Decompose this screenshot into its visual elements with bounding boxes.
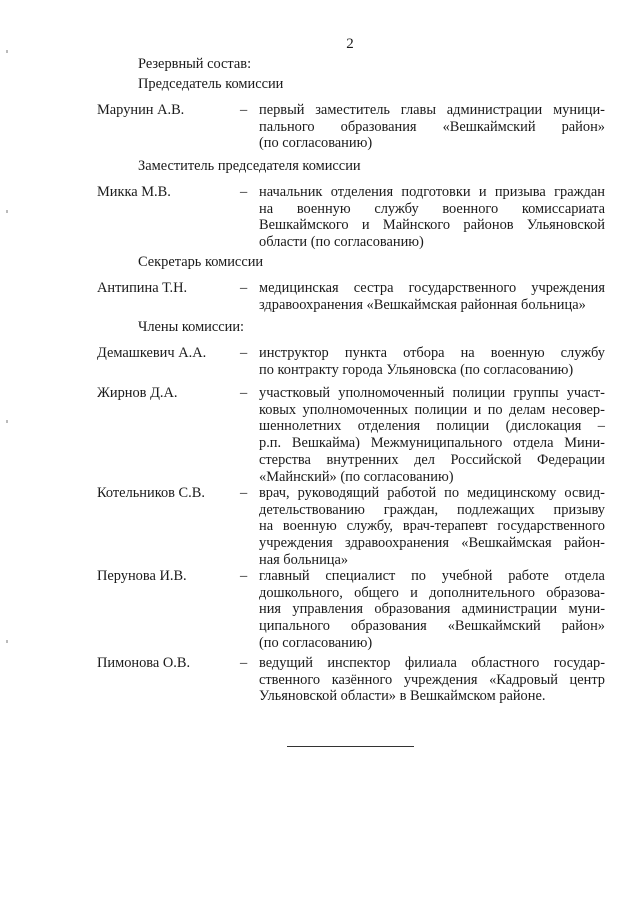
role-word: – xyxy=(597,418,605,435)
member-role xyxy=(259,485,605,569)
dash-separator: – xyxy=(240,485,248,501)
member-name: Демашкевич А.А. xyxy=(97,345,207,361)
dash-separator: – xyxy=(240,568,248,584)
role-word: граждан, xyxy=(383,501,439,518)
role-word: работой xyxy=(387,485,437,501)
role-word: службу, xyxy=(346,518,394,535)
role-word: Мини- xyxy=(564,435,605,452)
role-word: инспектор xyxy=(327,655,391,671)
role-word: образова- xyxy=(546,584,605,601)
role-word: призыва xyxy=(494,184,546,200)
role-word: военного xyxy=(442,200,499,217)
role-word: государственного xyxy=(408,280,517,296)
role-word: полиции xyxy=(436,418,490,435)
member-name: Перунова И.В. xyxy=(97,568,187,584)
role-word: Вешкайма) xyxy=(291,435,360,452)
role-word: участ- xyxy=(566,385,605,401)
role-word: Межмуниципального xyxy=(370,435,503,452)
role-word: областного xyxy=(471,655,540,671)
role-line xyxy=(259,119,605,136)
section-heading-secretary: Секретарь комиссии xyxy=(138,254,264,270)
role-word: ципального xyxy=(259,618,330,635)
role-word: шеннолетних xyxy=(259,418,342,435)
role-word: и xyxy=(478,184,487,200)
role-word: и xyxy=(473,401,482,418)
role-word: работе xyxy=(508,568,549,584)
role-word: учреждения xyxy=(259,535,333,552)
role-word: по xyxy=(411,568,426,584)
member-role xyxy=(259,184,605,251)
role-line xyxy=(259,518,605,535)
scan-margin-mark xyxy=(6,420,8,423)
role-word: врач-терапевт xyxy=(402,518,488,535)
role-line xyxy=(259,568,605,585)
role-word: на xyxy=(460,345,475,361)
role-word: и xyxy=(410,584,418,601)
section-heading-members: Члены комиссии: xyxy=(138,319,245,335)
role-word: комиссариата xyxy=(521,200,605,217)
member-role xyxy=(259,568,605,652)
dash-separator: – xyxy=(240,385,248,401)
role-line xyxy=(259,502,605,519)
member-name: Жирнов Д.А. xyxy=(97,385,178,401)
role-line xyxy=(259,280,605,297)
role-word: образования xyxy=(350,618,427,635)
role-word: учебной xyxy=(441,568,493,584)
scan-margin-mark xyxy=(6,640,8,643)
role-word: медицинскому xyxy=(467,485,557,501)
closing-rule xyxy=(287,746,414,747)
role-word: на xyxy=(259,200,274,217)
role-word: дополнительного xyxy=(429,584,535,601)
role-word: отбора xyxy=(403,345,445,361)
role-word: учреждения xyxy=(531,280,605,296)
section-heading-deputy: Заместитель председателя комиссии xyxy=(138,158,361,174)
role-word: врач, xyxy=(259,485,290,501)
role-word: подготовки xyxy=(401,184,471,200)
role-line xyxy=(259,655,605,672)
role-line xyxy=(259,402,605,419)
role-word: Вешкаймского xyxy=(259,217,349,234)
role-word: начальник xyxy=(259,184,323,200)
role-word: «Кадровый xyxy=(489,671,558,688)
role-line xyxy=(259,452,605,469)
role-word: «Вешкаймский xyxy=(447,618,541,635)
role-line: по контракту города Ульяновска (по согласованию) xyxy=(259,361,574,378)
role-word: отдела xyxy=(513,435,554,452)
role-word: ственного xyxy=(259,671,321,688)
role-word: государственного xyxy=(497,518,605,535)
role-word: дошкольного, xyxy=(259,584,343,601)
role-word: граждан xyxy=(554,184,605,200)
role-word: главы xyxy=(400,102,436,118)
member-name: Микка М.В. xyxy=(97,184,171,200)
dash-separator: – xyxy=(240,345,248,361)
role-line xyxy=(259,601,605,618)
role-word: несовер- xyxy=(551,401,605,418)
role-word: ведущий xyxy=(259,655,313,671)
role-word: здравоохранения xyxy=(345,535,449,552)
role-word: администрации xyxy=(461,601,558,618)
role-word: заместитель xyxy=(315,102,390,118)
role-line xyxy=(259,485,605,502)
member-role xyxy=(259,385,605,485)
page-number: 2 xyxy=(346,36,354,52)
role-line xyxy=(259,535,605,552)
role-word: на xyxy=(259,518,274,535)
scan-margin-mark xyxy=(6,210,8,213)
role-word: общего xyxy=(354,584,399,601)
role-word: медицинская xyxy=(259,280,339,296)
role-word: руководящий xyxy=(297,485,380,501)
role-word: ковых xyxy=(259,401,297,418)
role-word: службу xyxy=(374,200,419,217)
role-word: специалист xyxy=(325,568,396,584)
role-word: делам xyxy=(509,401,546,418)
role-word: отдела xyxy=(564,568,605,584)
role-word: район» xyxy=(561,118,605,135)
role-word: первый xyxy=(259,102,305,118)
member-role xyxy=(259,280,605,313)
section-heading-chairman: Председатель комиссии xyxy=(138,76,284,92)
role-word: и xyxy=(361,217,370,234)
member-role xyxy=(259,345,605,378)
role-line xyxy=(259,385,605,402)
role-word: по xyxy=(487,401,503,418)
role-word: участковый xyxy=(259,385,331,401)
role-line: «Майнский» (по согласованию) xyxy=(259,468,454,485)
role-word: (дислокация xyxy=(505,418,582,435)
role-line: Ульяновской области» в Вешкаймском районе. xyxy=(259,688,546,705)
dash-separator: – xyxy=(240,280,248,296)
role-word: учреждения xyxy=(403,671,478,688)
role-word: уполномоченный xyxy=(338,385,445,401)
member-name: Антипина Т.Н. xyxy=(97,280,188,296)
role-word: военную xyxy=(282,518,337,535)
role-word: инструктор xyxy=(259,345,329,361)
role-word: центр xyxy=(569,671,605,688)
role-word: Российской xyxy=(450,451,522,468)
role-word: уполномоченных xyxy=(302,401,409,418)
role-word: образования xyxy=(340,118,417,135)
dash-separator: – xyxy=(240,102,248,118)
role-word: полиции xyxy=(414,401,468,418)
scan-margin-mark xyxy=(6,50,8,53)
member-name: Пимонова О.В. xyxy=(97,655,191,671)
role-line xyxy=(259,345,605,362)
role-word: службу xyxy=(560,345,605,361)
role-word: дел xyxy=(414,451,435,468)
role-word: ния xyxy=(259,601,282,618)
role-word: администрации xyxy=(446,102,543,118)
role-word: группы xyxy=(513,385,559,401)
member-role xyxy=(259,655,605,705)
role-word: детельствованию xyxy=(259,501,365,518)
role-word: муници- xyxy=(553,102,605,118)
role-word: филиала xyxy=(404,655,457,671)
role-word: сестра xyxy=(353,280,394,296)
role-line: (по согласованию) xyxy=(259,634,373,651)
role-word: район» xyxy=(561,618,605,635)
role-word: муни- xyxy=(568,601,605,618)
role-word: военную xyxy=(296,200,351,217)
role-word: казённого xyxy=(331,671,393,688)
role-word: Федерации xyxy=(536,451,605,468)
role-word: отделения xyxy=(330,184,394,200)
role-word: главный xyxy=(259,568,310,584)
role-line xyxy=(259,217,605,234)
member-name: Марунин А.В. xyxy=(97,102,185,118)
role-word: Ульяновской xyxy=(526,217,605,234)
role-line xyxy=(259,184,605,201)
member-name: Котельников С.В. xyxy=(97,485,205,501)
section-heading-reserve: Резервный состав: xyxy=(138,56,252,72)
role-line xyxy=(259,435,605,452)
member-role xyxy=(259,102,605,152)
role-word: «Вешкаймская xyxy=(461,535,552,552)
role-word: отделения xyxy=(357,418,421,435)
role-line xyxy=(259,102,605,119)
role-word: военную xyxy=(490,345,545,361)
role-line xyxy=(259,618,605,635)
role-word: образования xyxy=(374,601,451,618)
role-word: «Вешкаймский xyxy=(442,118,536,135)
role-word: Майнского xyxy=(382,217,451,234)
role-word: подлежащих xyxy=(457,501,535,518)
role-line: ная больница» xyxy=(259,551,349,568)
role-word: р.п. xyxy=(259,435,282,452)
role-word: стерства xyxy=(259,451,311,468)
role-line: (по согласованию) xyxy=(259,135,373,152)
role-line xyxy=(259,672,605,689)
role-word: пункта xyxy=(344,345,388,361)
dash-separator: – xyxy=(240,184,248,200)
role-line: здравоохранения «Вешкаймская районная больница» xyxy=(259,296,586,313)
role-word: пального xyxy=(259,118,315,135)
role-word: полиции xyxy=(452,385,506,401)
role-line xyxy=(259,201,605,218)
role-word: управления xyxy=(292,601,364,618)
role-word: освид- xyxy=(564,485,605,501)
dash-separator: – xyxy=(240,655,248,671)
role-line xyxy=(259,585,605,602)
role-word: по xyxy=(444,485,460,501)
role-word: государ- xyxy=(553,655,605,671)
role-line xyxy=(259,418,605,435)
role-word: внутренних xyxy=(326,451,399,468)
role-line: области (по согласованию) xyxy=(259,234,424,251)
role-word: район- xyxy=(564,535,605,552)
role-word: районов xyxy=(463,217,514,234)
role-word: призыву xyxy=(553,501,605,518)
